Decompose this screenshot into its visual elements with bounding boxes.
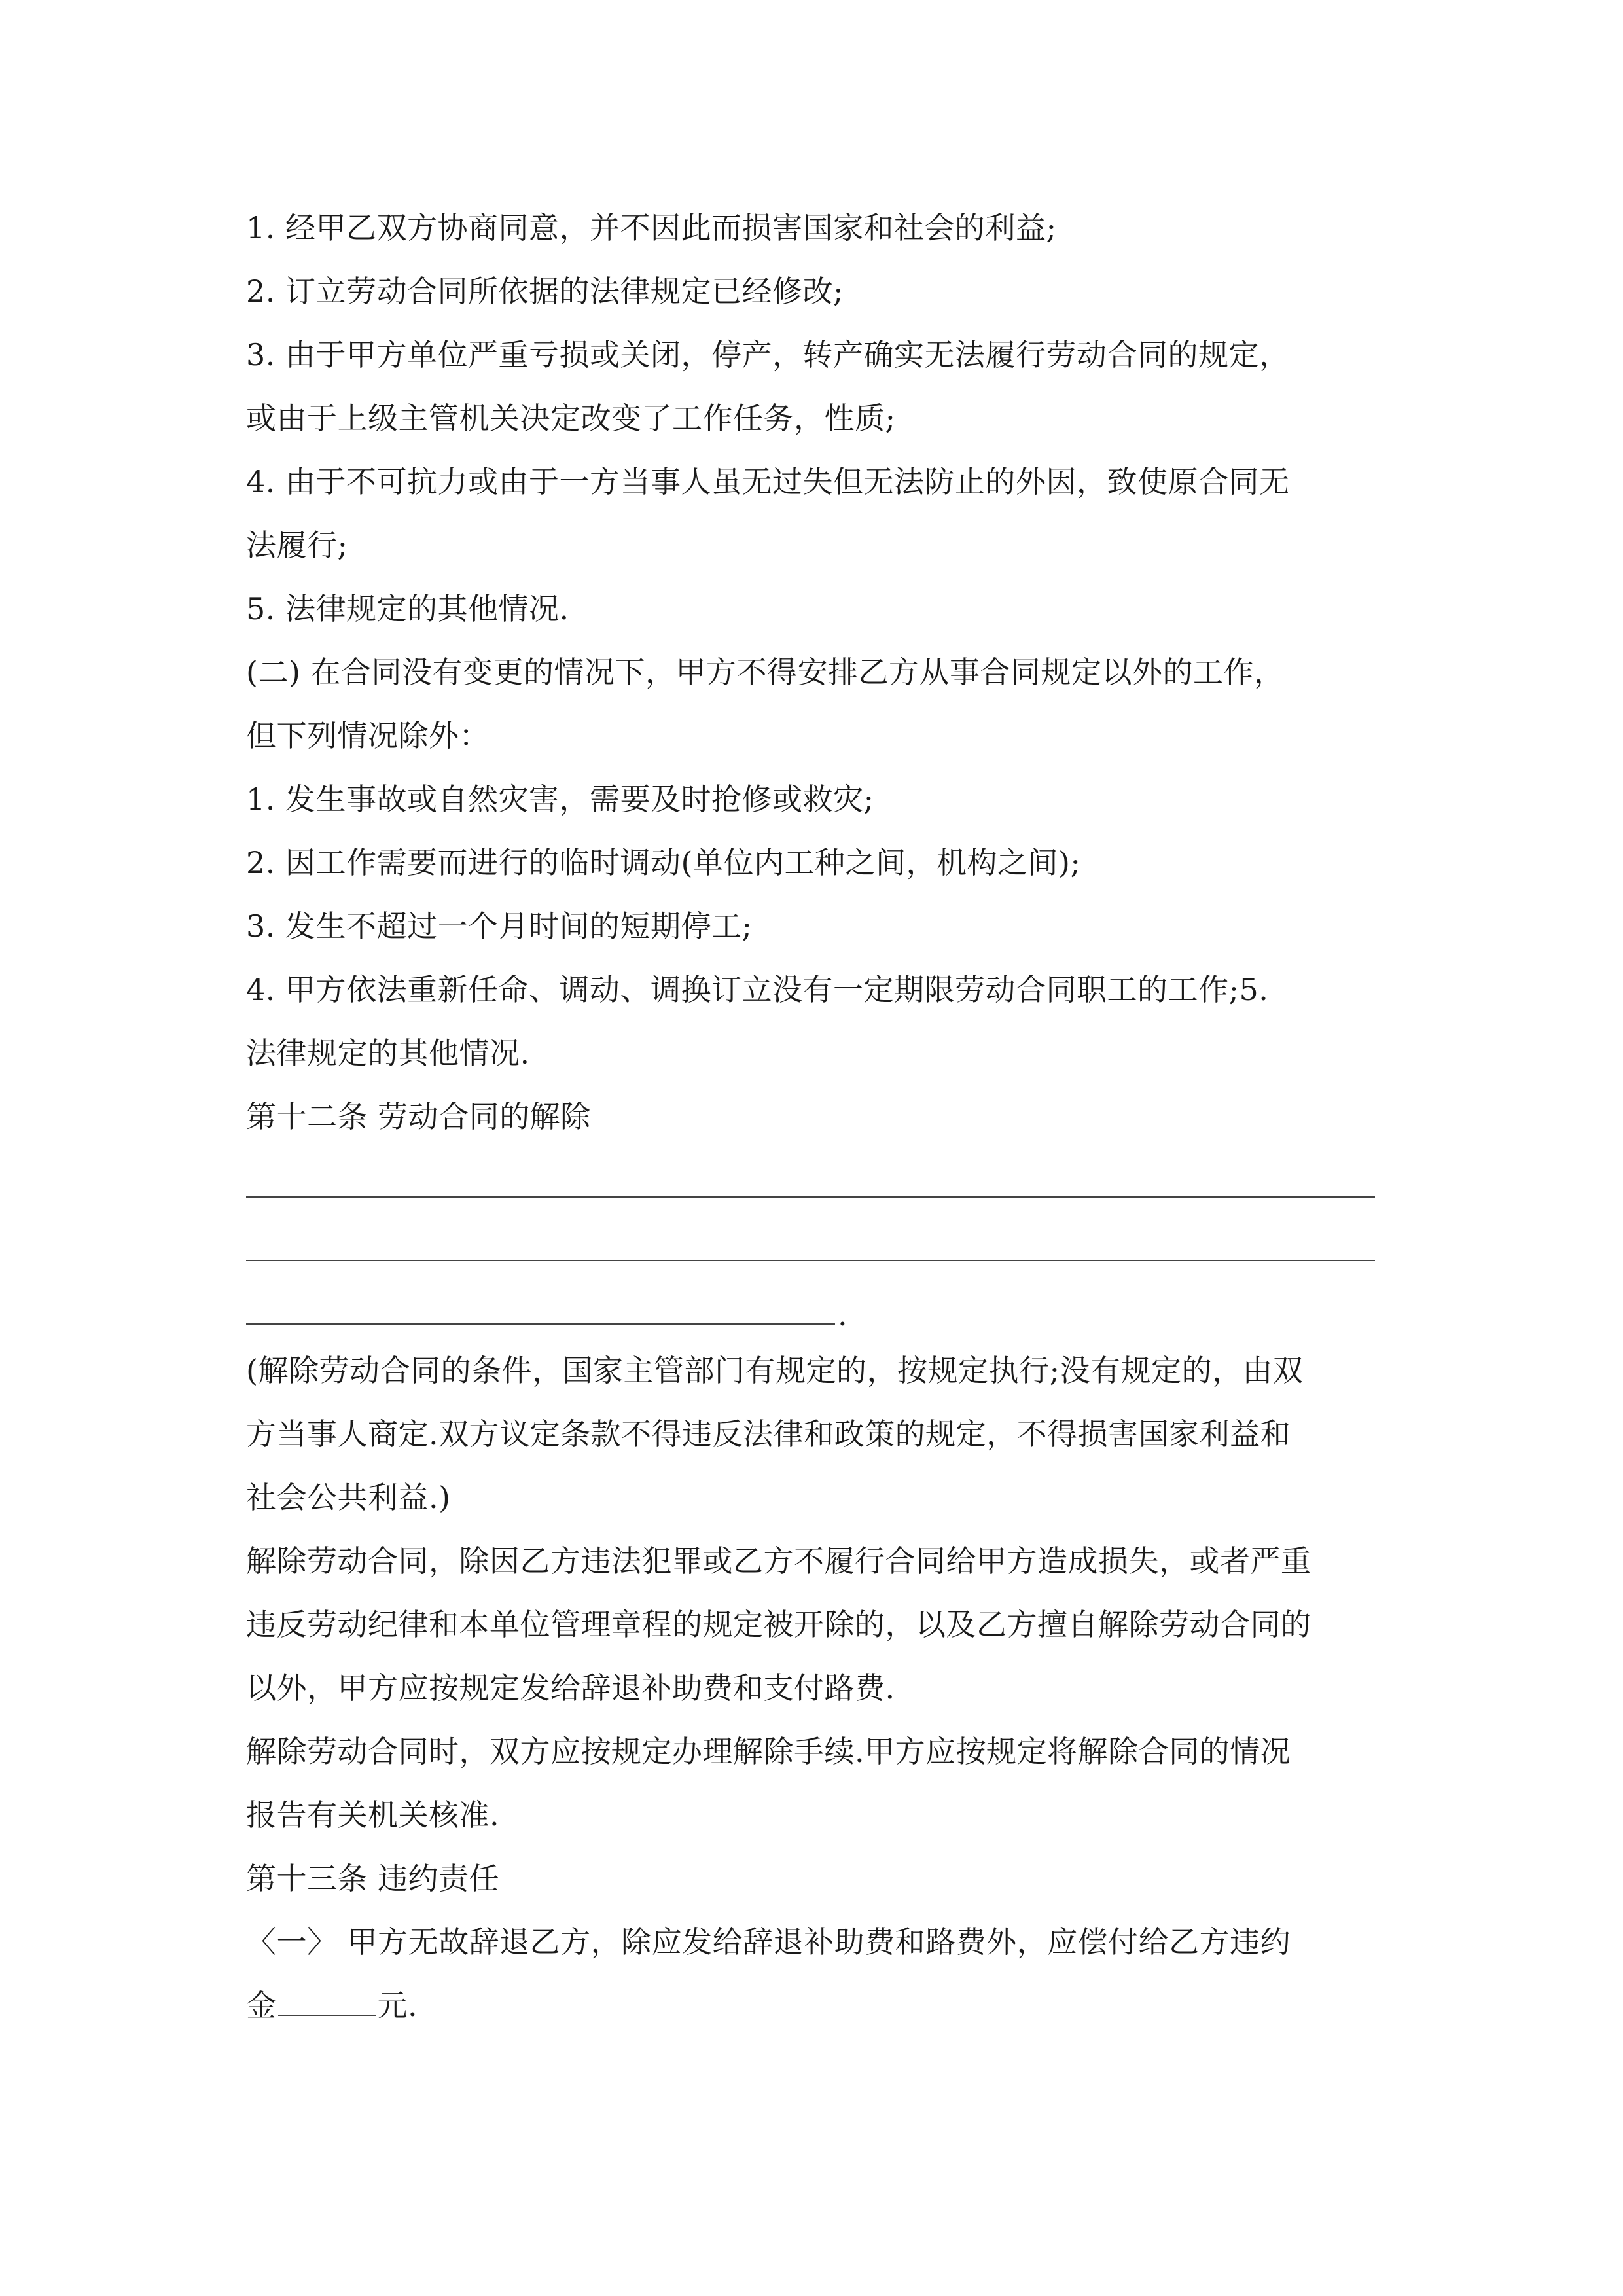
paragraph-line: 报告有关机关核准. — [246, 1797, 500, 1833]
clause-line: 4. 甲方依法重新任命、调动、调换订立没有一定期限劳动合同职工的工作;5. — [246, 972, 1269, 1007]
clause-line: 1. 经甲乙双方协商同意，并不因此而损害国家和社会的利益; — [246, 210, 1057, 245]
article-heading-13: 第十三条 违约责任 — [246, 1861, 500, 1896]
document-body — [246, 196, 1378, 2037]
blank-underline — [246, 1260, 1375, 1261]
blank-end-period: . — [838, 1297, 847, 1333]
clause-line: 但下列情况除外： — [246, 718, 490, 753]
penalty-amount-line — [246, 1974, 1378, 2037]
note-line: 社会公共利益.) — [246, 1480, 451, 1515]
paragraph-line: 解除劳动合同时，双方应按规定办理解除手续.甲方应按规定将解除合同的情况 — [246, 1734, 1291, 1769]
penalty-amount-blank[interactable] — [278, 1988, 376, 2016]
paragraph-line: 解除劳动合同，除因乙方违法犯罪或乙方不履行合同给甲方造成损失，或者严重 — [246, 1543, 1311, 1579]
fill-in-blank-line[interactable] — [246, 1276, 1378, 1339]
paragraph-line: 以外，甲方应按规定发给辞退补助费和支付路费. — [246, 1670, 895, 1706]
clause-line: 或由于上级主管机关决定改变了工作任务，性质; — [246, 401, 896, 436]
blank-underline — [246, 1323, 835, 1325]
penalty-suffix: 元. — [377, 1988, 418, 2023]
clause-line: 2. 订立劳动合同所依据的法律规定已经修改; — [246, 274, 844, 309]
clause-line: 1. 发生事故或自然灾害，需要及时抢修或救灾; — [246, 781, 874, 817]
clause-line: 法律规定的其他情况. — [246, 1035, 530, 1071]
note-line: 方当事人商定.双方议定条款不得违反法律和政策的规定，不得损害国家利益和 — [246, 1416, 1291, 1452]
blank-underline — [246, 1196, 1375, 1198]
note-line: (解除劳动合同的条件，国家主管部门有规定的，按规定执行;没有规定的，由双 — [246, 1353, 1304, 1388]
article-heading-12: 第十二条 劳动合同的解除 — [246, 1099, 591, 1134]
paragraph-line: 违反劳动纪律和本单位管理章程的规定被开除的，以及乙方擅自解除劳动合同的 — [246, 1607, 1311, 1642]
clause-line: 2. 因工作需要而进行的临时调动(单位内工种之间，机构之间); — [246, 845, 1081, 880]
clause-line: 3. 由于甲方单位严重亏损或关闭，停产，转产确实无法履行劳动合同的规定， — [246, 337, 1290, 372]
section-line: (二) 在合同没有变更的情况下，甲方不得安排乙方从事合同规定以外的工作， — [246, 655, 1285, 690]
fill-in-blank-line[interactable] — [246, 1212, 1378, 1276]
clause-line: 〈一〉 甲方无故辞退乙方，除应发给辞退补助费和路费外，应偿付给乙方违约 — [246, 1924, 1291, 1960]
clause-line: 5. 法律规定的其他情况. — [246, 591, 569, 626]
clause-line: 3. 发生不超过一个月时间的短期停工; — [246, 908, 753, 944]
clause-line: 4. 由于不可抗力或由于一方当事人虽无过失但无法防止的外因，致使原合同无 — [246, 464, 1290, 499]
penalty-prefix: 金 — [246, 1988, 277, 2023]
clause-line: 法履行; — [246, 528, 348, 563]
fill-in-blank-line[interactable] — [246, 1149, 1378, 1212]
